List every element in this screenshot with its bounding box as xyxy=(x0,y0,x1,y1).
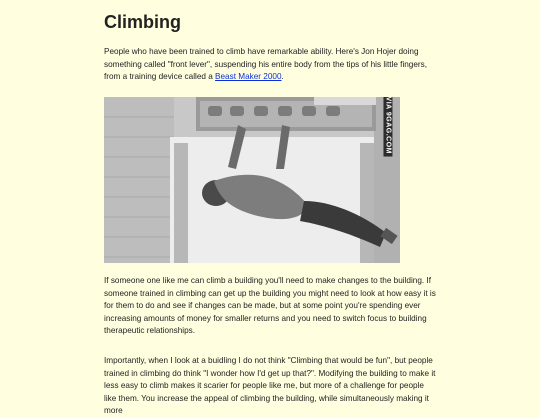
watermark-label: VIA 9GAG.COM xyxy=(383,97,392,157)
intro-text: People who have been trained to climb have remarkable ability. Here's Jon Hojer doing something called "front lever", suspending his entire body from the tips of his little fingers, from a training device called a xyxy=(104,47,428,82)
intro-paragraph xyxy=(104,46,436,84)
paragraph-3: Importantly, when I look at a buidling I do not think "Climbing that would be fun", but people trained in climbing do think "I wonder how I'd get up that?". Modifying the building to make it less easy to climb makes it scarier for people like me, but more of a challenge for people like them. You increase the appeal of climbing the building, while simultaneously making it more xyxy=(104,356,436,416)
intro-end: . xyxy=(281,72,284,82)
page-title: Climbing xyxy=(104,12,181,32)
climber-illustration xyxy=(104,97,400,263)
paragraph-2: If someone one like me can climb a building you'll need to make changes to the building. If someone trained in climbing can get up the building you might need to look at how easy it is for them to do and see if changes can be made, but at some point you're spending ever increasing amounts of money for smaller returns and you need to switch focus to building therapeutic relationships. xyxy=(104,276,436,336)
beast-maker-link[interactable]: Beast Maker 2000 xyxy=(215,72,282,82)
climber-photo xyxy=(104,97,400,263)
